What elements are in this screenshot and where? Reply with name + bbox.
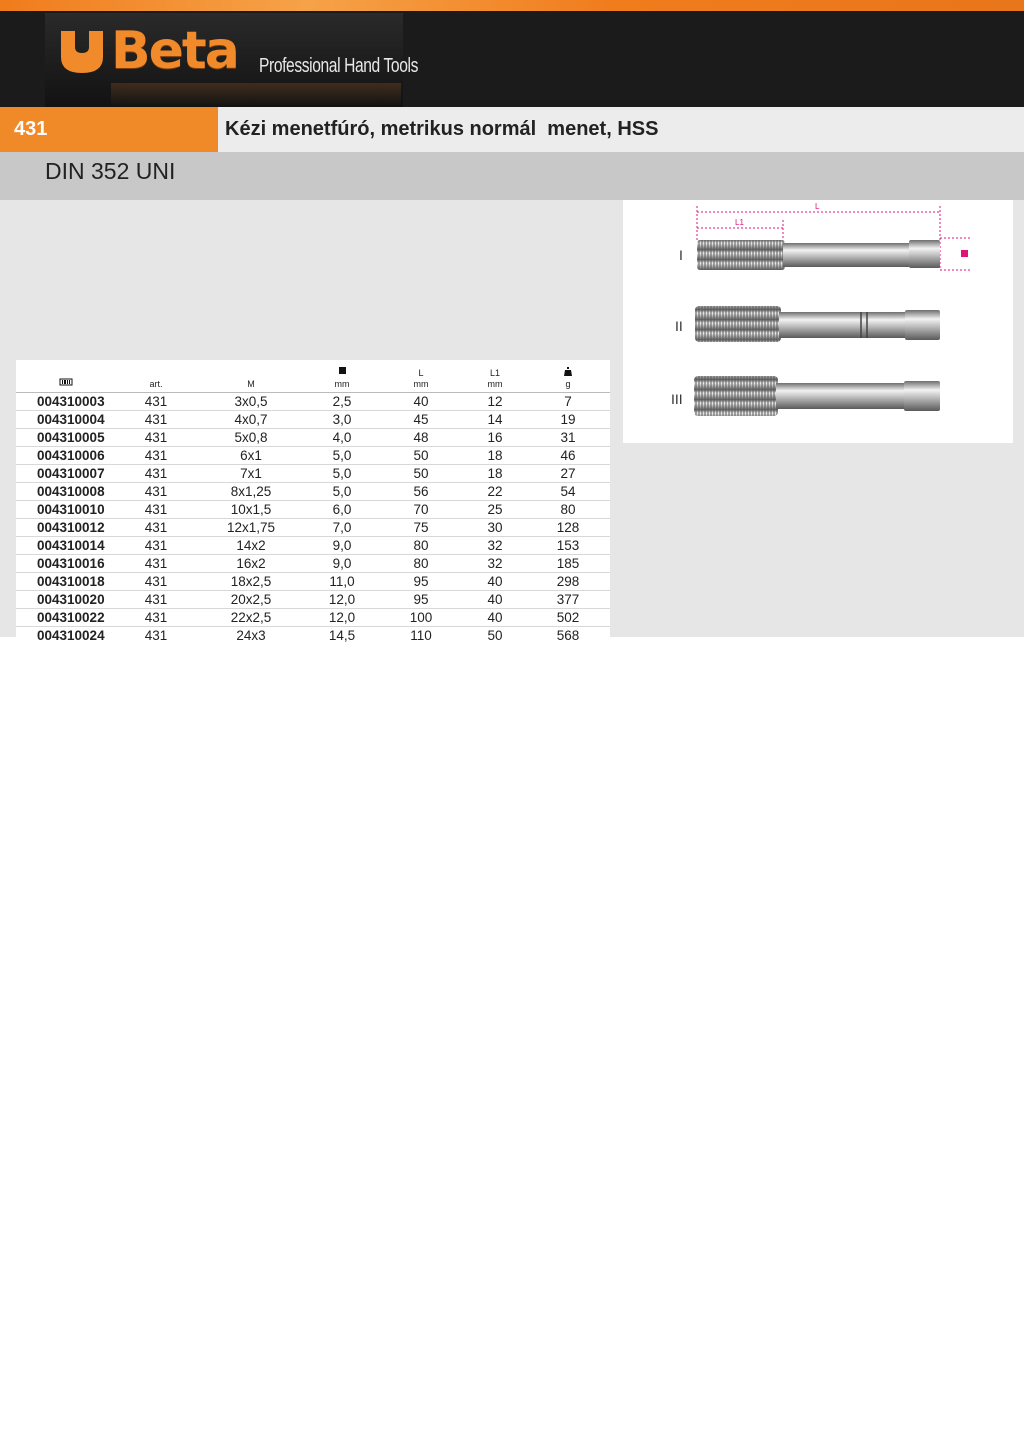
dim-l1-label: L1: [735, 218, 744, 227]
table-cell: 100: [409, 610, 433, 625]
table-cell: 12: [487, 394, 503, 409]
table-cell: 431: [144, 448, 168, 463]
table-cell: 16x2: [236, 556, 266, 571]
standard-bar: [0, 152, 1024, 200]
table-cell: 80: [413, 538, 429, 553]
table-row: [16, 537, 610, 555]
table-cell: 95: [413, 574, 429, 589]
table-cell: 12x1,75: [226, 520, 276, 535]
table-row: [16, 573, 610, 591]
table-cell: 004310012: [37, 520, 105, 535]
table-cell: 128: [556, 520, 580, 535]
col-header-code: [16, 360, 116, 393]
svg-text:I: I: [679, 247, 683, 263]
table-cell: 25: [487, 502, 503, 517]
beta-logo: [45, 13, 418, 107]
wrench-logo-icon: [57, 27, 107, 77]
table-cell: 431: [144, 610, 168, 625]
table-cell: 4,0: [332, 430, 352, 445]
dim-l-label: L: [815, 202, 820, 211]
table-cell: 20x2,5: [230, 592, 272, 607]
table-cell: 8x1,25: [230, 484, 272, 499]
col-header-l1: L1 mm: [487, 368, 503, 389]
table-cell: 46: [560, 448, 576, 463]
table-cell: 431: [144, 484, 168, 499]
tap-illustration: [623, 200, 1013, 443]
tap-II: [675, 306, 940, 342]
title-bar: [0, 107, 1024, 152]
table-row: [16, 465, 610, 483]
table-row: [16, 447, 610, 465]
table-cell: 12,0: [328, 592, 356, 607]
table-cell: 27: [560, 466, 576, 481]
table-cell: 298: [556, 574, 580, 589]
table-cell: 40: [487, 592, 503, 607]
table-cell: 3,0: [332, 412, 352, 427]
table-cell: 18: [487, 466, 503, 481]
top-accent-line: [0, 0, 1024, 11]
table-cell: 431: [144, 574, 168, 589]
table-cell: 004310020: [37, 592, 105, 607]
table-cell: 004310016: [37, 556, 105, 571]
table-cell: 31: [560, 430, 576, 445]
table-cell: 431: [144, 466, 168, 481]
table-cell: 9,0: [332, 538, 352, 553]
table-row: [16, 483, 610, 501]
col-header-weight: g: [526, 360, 610, 393]
col-header-l: L mm: [413, 368, 429, 389]
weight-icon: [564, 367, 572, 376]
table-cell: 5,0: [332, 448, 352, 463]
table-row: [16, 627, 610, 645]
table-cell: 431: [144, 520, 168, 535]
table-cell: 502: [556, 610, 580, 625]
table-header-row: [16, 360, 610, 393]
square-size-marker: [961, 250, 968, 257]
table-cell: 004310006: [37, 448, 105, 463]
table-row: [16, 555, 610, 573]
table-cell: 004310005: [37, 430, 105, 445]
table-cell: 2,5: [332, 394, 352, 409]
table-cell: 45: [413, 412, 429, 427]
logo-reflection: [111, 83, 401, 107]
table-cell: 54: [560, 484, 576, 499]
table-cell: 431: [144, 592, 168, 607]
table-cell: 56: [413, 484, 429, 499]
table-cell: 004310024: [37, 628, 105, 643]
table-cell: 004310018: [37, 574, 105, 589]
table-cell: 80: [560, 502, 576, 517]
table-cell: 185: [556, 556, 580, 571]
table-cell: 7x1: [240, 466, 262, 481]
table-cell: 9,0: [332, 556, 352, 571]
table-cell: 16: [487, 430, 503, 445]
table-cell: 75: [413, 520, 429, 535]
spec-table: [16, 360, 610, 644]
table-cell: 30: [487, 520, 503, 535]
table-cell: 004310010: [37, 502, 105, 517]
tap-III: [671, 376, 940, 416]
table-cell: 431: [144, 394, 168, 409]
table-cell: 32: [487, 538, 503, 553]
product-title: Kézi menetfúró, metrikus normál menet, HSS: [225, 118, 659, 140]
table-cell: 48: [413, 430, 429, 445]
table-cell: 10x1,5: [230, 502, 272, 517]
table-row: [16, 429, 610, 447]
table-cell: 004310008: [37, 484, 105, 499]
brand-tagline: Professional Hand Tools: [259, 55, 418, 77]
tap-I: [679, 240, 940, 270]
table-row: [16, 411, 610, 429]
table-cell: 431: [144, 556, 168, 571]
table-row: [16, 609, 610, 627]
table-cell: 5,0: [332, 466, 352, 481]
table-cell: 431: [144, 538, 168, 553]
col-header-m: M: [247, 379, 255, 389]
table-cell: 431: [144, 430, 168, 445]
barcode-icon: [59, 377, 73, 387]
table-cell: 431: [144, 628, 168, 643]
table-cell: 50: [487, 628, 503, 643]
brand-header: [0, 11, 1024, 107]
table-cell: 24x3: [236, 628, 266, 643]
table-cell: 377: [556, 592, 580, 607]
table-cell: 004310022: [37, 610, 105, 625]
standard-label: DIN 352 UNI: [45, 158, 176, 184]
table-cell: 95: [413, 592, 429, 607]
table-cell: 6x1: [240, 448, 262, 463]
content-area: [0, 200, 1024, 643]
table-cell: 18x2,5: [230, 574, 272, 589]
col-header-art: art.: [149, 379, 163, 389]
table-cell: 40: [413, 394, 429, 409]
table-row: [16, 501, 610, 519]
square-icon: [339, 367, 346, 374]
table-cell: 50: [413, 466, 429, 481]
table-row: [16, 591, 610, 609]
col-header-square: mm: [306, 360, 378, 393]
table-cell: 32: [487, 556, 503, 571]
table-cell: 12,0: [328, 610, 356, 625]
spec-table-container: [16, 360, 610, 644]
table-cell: 7: [564, 394, 572, 409]
table-cell: 4x0,7: [234, 412, 268, 427]
table-cell: 14x2: [236, 538, 266, 553]
table-cell: 5,0: [332, 484, 352, 499]
table-cell: 004310007: [37, 466, 105, 481]
table-cell: 568: [556, 628, 580, 643]
brand-name: Beta: [111, 21, 238, 81]
table-cell: 14,5: [328, 628, 356, 643]
table-cell: 50: [413, 448, 429, 463]
table-cell: 431: [144, 412, 168, 427]
table-cell: 004310014: [37, 538, 105, 553]
table-cell: 004310003: [37, 394, 105, 409]
table-cell: 7,0: [332, 520, 352, 535]
table-cell: 11,0: [329, 574, 355, 589]
table-cell: 004310004: [37, 412, 105, 427]
table-row: [16, 519, 610, 537]
table-cell: 22: [487, 484, 503, 499]
table-cell: 22x2,5: [230, 610, 272, 625]
product-code: 431: [0, 107, 218, 152]
table-cell: 40: [487, 610, 503, 625]
table-cell: 431: [144, 502, 168, 517]
table-cell: 80: [413, 556, 429, 571]
svg-text:III: III: [671, 391, 683, 407]
table-cell: 3x0,5: [234, 394, 268, 409]
table-cell: 14: [487, 412, 503, 427]
table-row: [16, 393, 610, 411]
table-cell: 70: [413, 502, 429, 517]
table-cell: 5x0,8: [234, 430, 268, 445]
table-cell: 19: [560, 412, 576, 427]
table-cell: 6,0: [332, 502, 352, 517]
svg-text:II: II: [675, 318, 683, 334]
table-cell: 153: [556, 538, 580, 553]
tap-drawing: [623, 200, 1013, 443]
table-cell: 18: [487, 448, 503, 463]
table-cell: 110: [410, 628, 432, 643]
table-cell: 40: [487, 574, 503, 589]
